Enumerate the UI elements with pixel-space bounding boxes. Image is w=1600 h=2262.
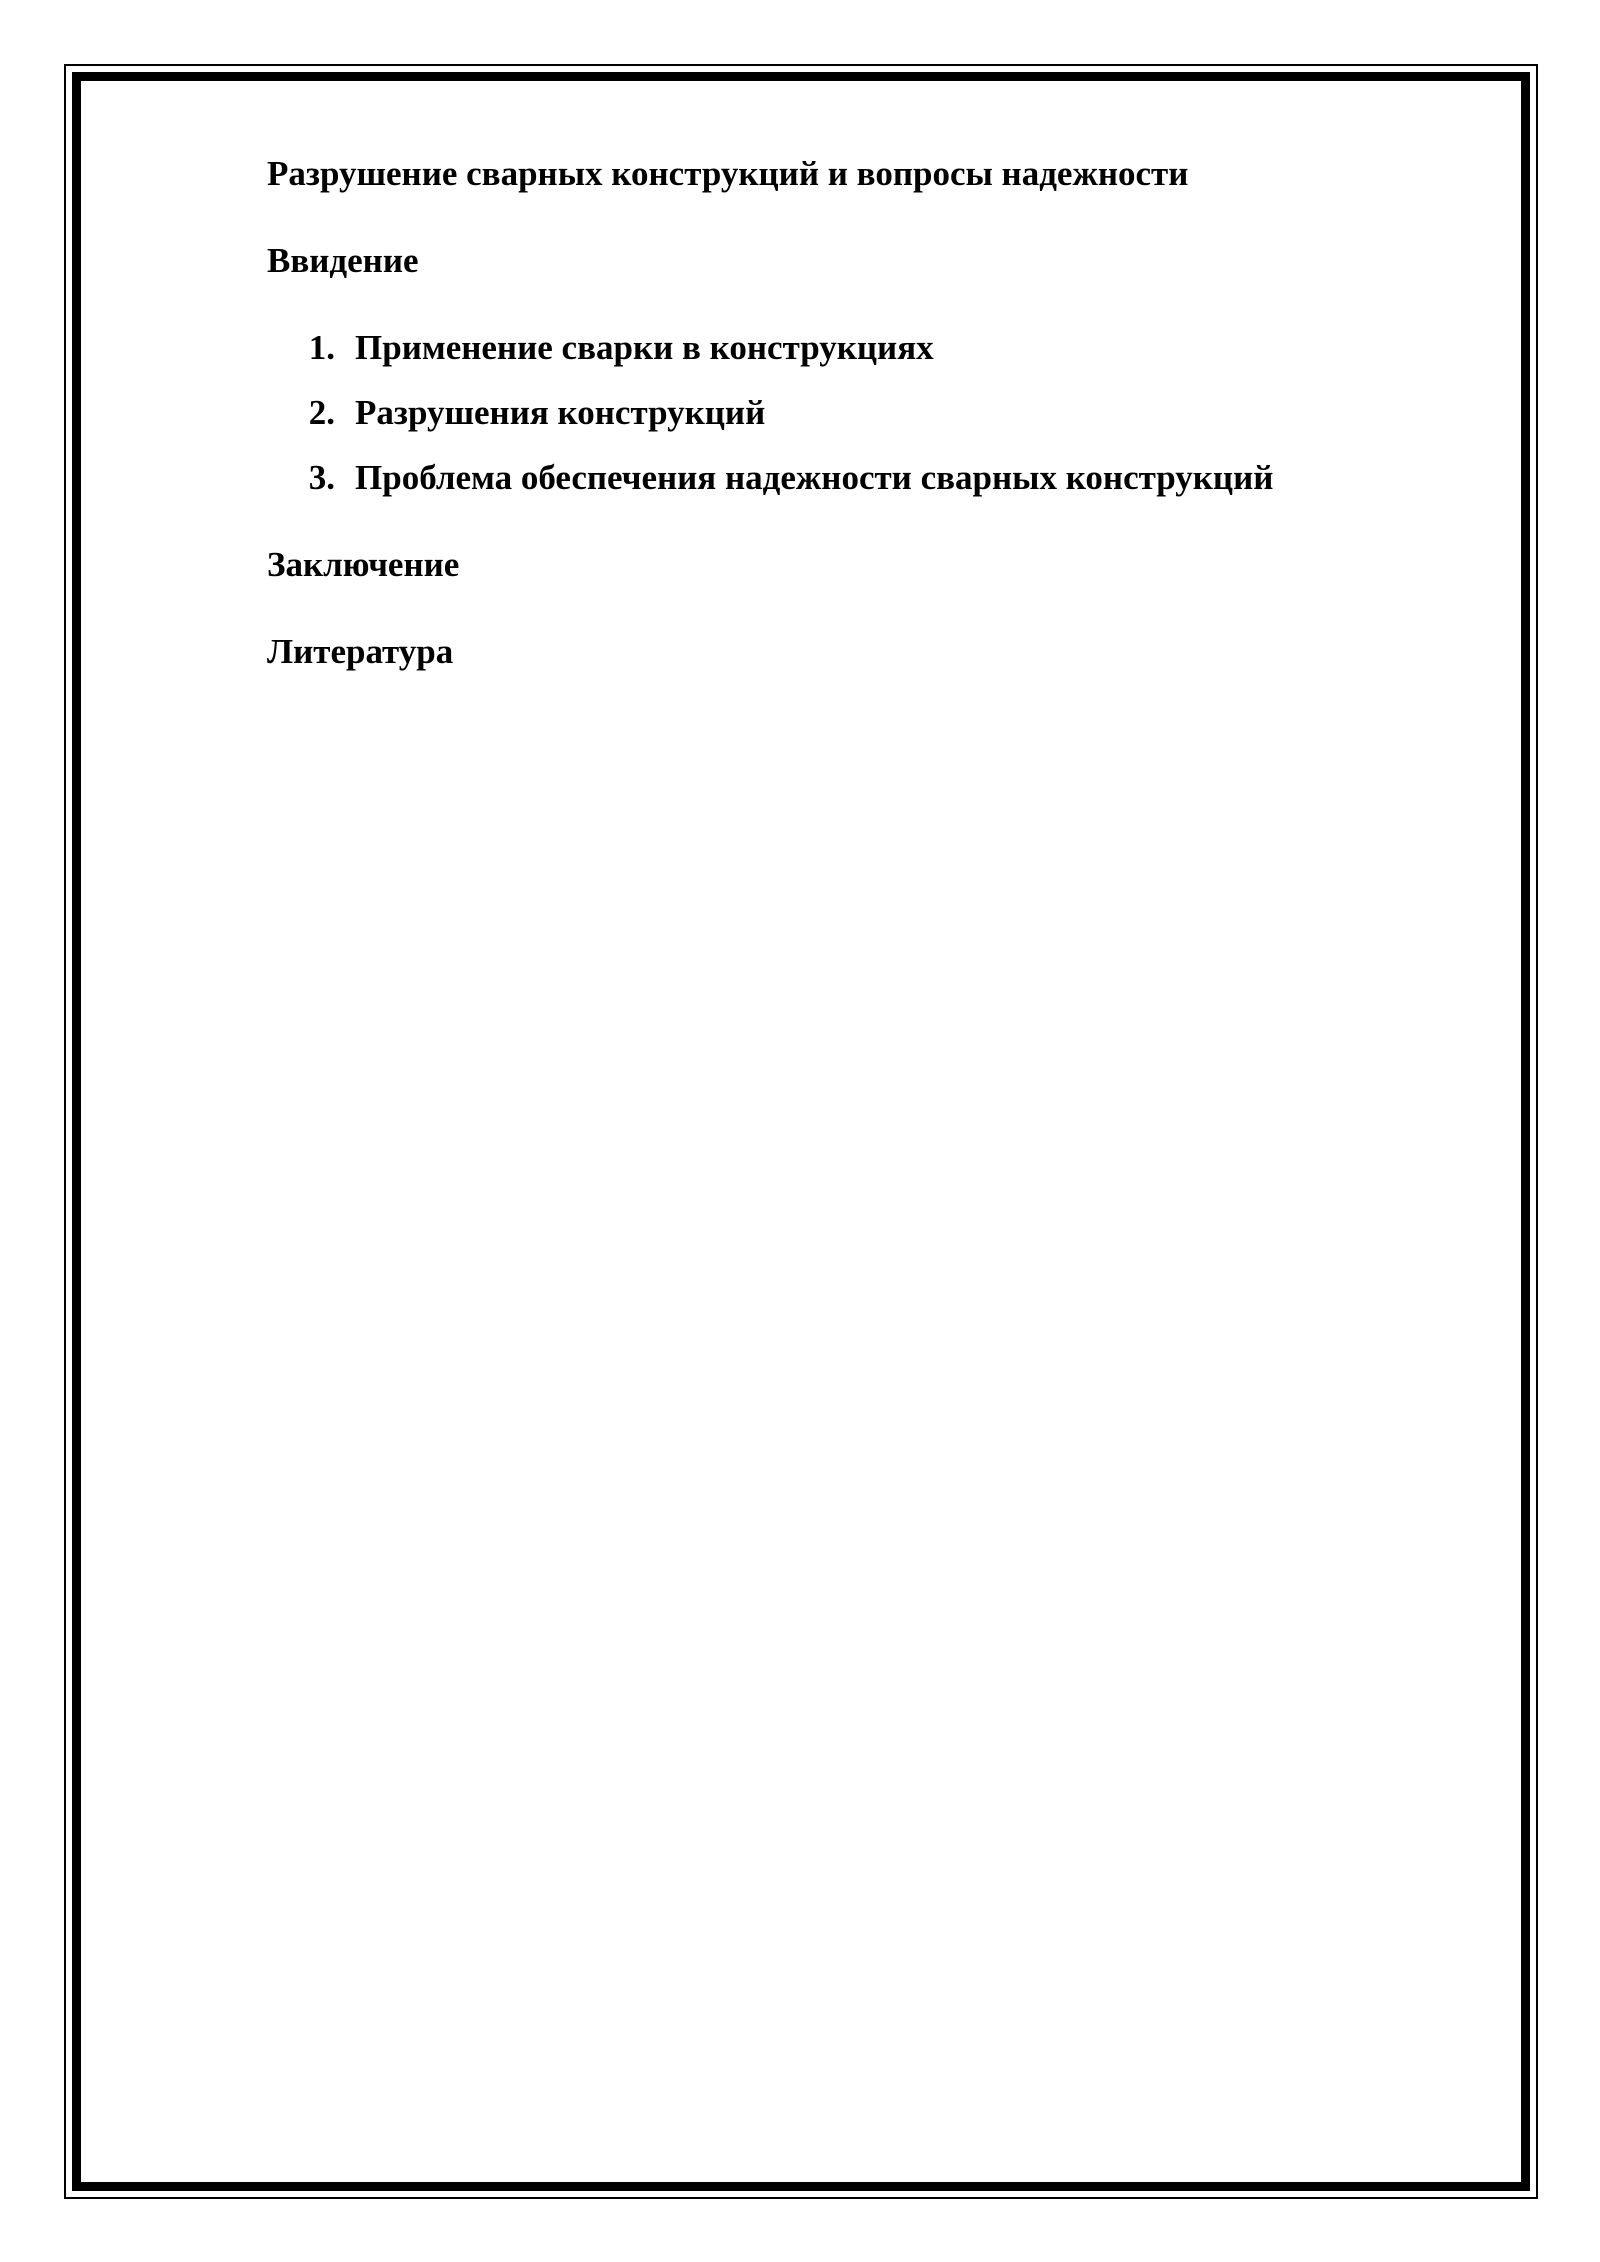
toc-references: Литература (267, 632, 454, 671)
toc-chapter-list (267, 324, 1417, 502)
toc-chapter-label: Разрушения конструкций (355, 393, 766, 432)
toc-chapter-label: Применение сварки в конструкциях (355, 328, 934, 367)
toc-conclusion: Заключение (267, 545, 460, 584)
toc-chapter-number: 3. (308, 458, 335, 497)
toc-chapter-number: 1. (308, 328, 335, 367)
table-of-contents (267, 150, 1417, 676)
toc-chapter-item (267, 324, 1417, 372)
toc-chapter-number: 2. (308, 393, 335, 432)
toc-chapter-label: Проблема обеспечения надежности сварных конструкций (355, 458, 1274, 497)
document-title: Разрушение сварных конструкций и вопросы надежности (267, 154, 1189, 193)
toc-chapter-item (267, 389, 1417, 437)
toc-intro: Ввидение (267, 241, 419, 280)
toc-chapter-item (267, 454, 1417, 502)
